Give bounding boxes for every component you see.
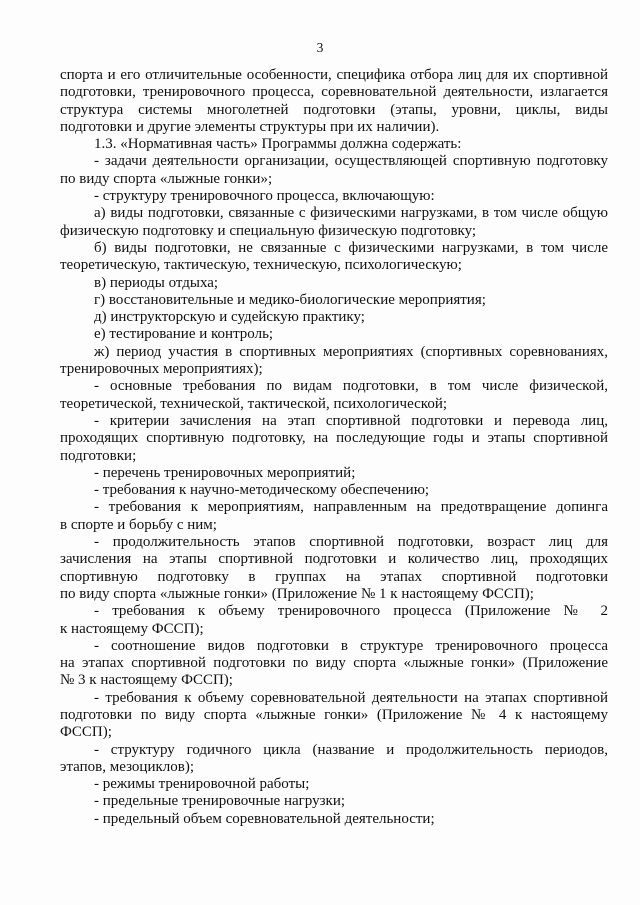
text-line: ФССП); [60, 724, 112, 741]
document-body [60, 67, 608, 828]
text-line: - продолжительность этапов спортивной подготовки, возраст лиц для [94, 534, 608, 551]
text-line: подготовки, тренировочного процесса, соревновательной деятельности, излагается [60, 84, 608, 101]
text-line: физическую подготовку и специальную физическую подготовку; [60, 222, 477, 239]
text-line: этапов, мезоциклов); [60, 758, 194, 775]
text-line: - соотношение видов подготовки в структуре тренировочного процесса [94, 637, 608, 654]
text-line: б) виды подготовки, не связанные с физическими нагрузками, в том числе [94, 239, 608, 256]
text-line: в) периоды отдыха; [94, 274, 219, 291]
text-line: подготовки по виду спорта «лыжные гонки» (Приложение № 4 к настоящему [60, 706, 608, 723]
text-line: - критерии зачисления на этап спортивной подготовки и перевода лиц, [94, 412, 608, 429]
text-line: по виду спорта «лыжные гонки»; [60, 170, 273, 187]
text-line: - требования к научно-методическому обеспечению; [94, 482, 430, 499]
text-line: ж) период участия в спортивных мероприятиях (спортивных соревнованиях, [94, 343, 608, 360]
page-number: 3 [316, 40, 324, 55]
text-line: - структуру годичного цикла (название и продолжительность периодов, [94, 741, 608, 758]
text-line: структура системы многолетней подготовки (этапы, уровни, циклы, виды [60, 101, 608, 118]
text-line: теоретической, технической, тактической, психологической; [60, 395, 448, 412]
text-line: спортивную подготовку в группах на этапах спортивной подготовки [60, 568, 608, 585]
text-line: - основные требования по видам подготовки, в том числе физической, [94, 378, 608, 395]
text-line: г) восстановительные и медико-биологические мероприятия; [94, 291, 486, 308]
text-line: - режимы тренировочной работы; [94, 776, 310, 793]
text-line: на этапах спортивной подготовки по виду спорта «лыжные гонки» (Приложение [60, 655, 608, 672]
text-line: - задачи деятельности организации, осуществляющей спортивную подготовку [94, 153, 608, 170]
text-line: спорта и его отличительные особенности, специфика отбора лиц для их спортивной [60, 67, 608, 83]
text-line: подготовки; [60, 447, 137, 464]
text-line: 1.3. «Нормативная часть» Программы должна содержать: [94, 136, 462, 153]
text-line: - требования к мероприятиям, направленным на предотвращение допинга [94, 499, 608, 516]
text-line: проходящих спортивную подготовку, на последующие годы и этапы спортивной [60, 430, 608, 447]
text-line: зачисления на этапы спортивной подготовки и количество лиц, проходящих [60, 551, 608, 568]
text-line: - перечень тренировочных мероприятий; [94, 464, 356, 481]
text-line: теоретическую, тактическую, техническую, психологическую; [60, 257, 462, 274]
text-line: к настоящему ФССП); [60, 620, 204, 637]
text-line: в спорте и борьбу с ним; [60, 516, 217, 533]
text-line: - требования к объему тренировочного процесса (Приложение № 2 [94, 603, 608, 620]
text-line: - структуру тренировочного процесса, включающую: [94, 188, 435, 205]
text-line: по виду спорта «лыжные гонки» (Приложение № 1 к настоящему ФССП); [60, 585, 534, 602]
text-line: подготовки и другие элементы структуры при их наличии). [60, 118, 440, 135]
text-line: - предельный объем соревновательной деятельности; [94, 810, 435, 827]
text-line: тренировочных мероприятиях); [60, 361, 263, 378]
text-line: д) инструкторскую и судейскую практику; [94, 309, 365, 326]
text-line: - предельные тренировочные нагрузки; [94, 793, 346, 810]
text-line: а) виды подготовки, связанные с физическими нагрузками, в том числе общую [94, 205, 608, 222]
text-line: № 3 к настоящему ФССП); [60, 672, 233, 689]
text-line: - требования к объему соревновательной деятельности на этапах спортивной [94, 689, 608, 706]
text-line: е) тестирование и контроль; [94, 326, 274, 343]
